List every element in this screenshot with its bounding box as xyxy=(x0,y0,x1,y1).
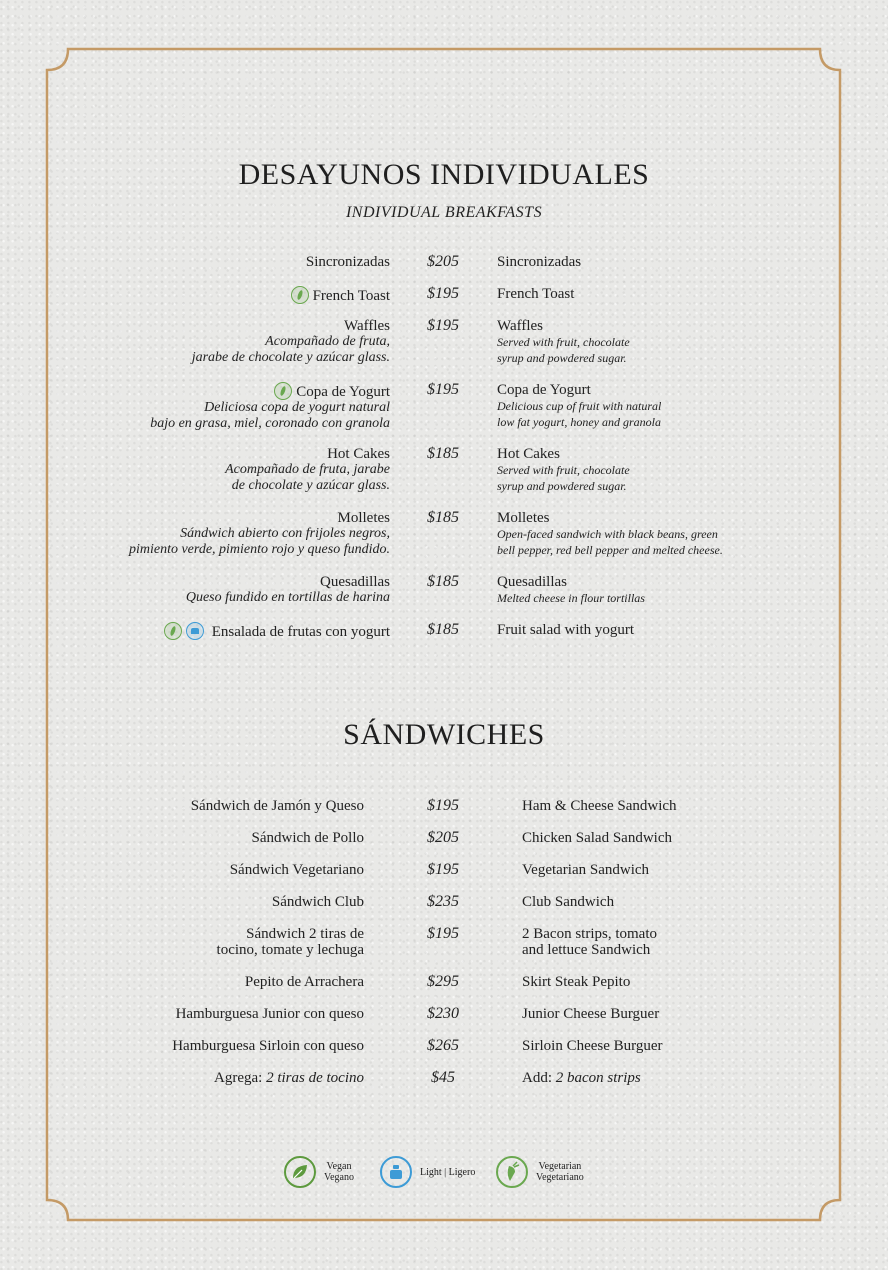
addon-price: $45 xyxy=(431,1069,455,1086)
menu-row xyxy=(0,318,888,378)
item-price: $195 xyxy=(427,285,459,302)
item-name-en: Vegetarian Sandwich xyxy=(522,862,650,878)
legend-vegan xyxy=(284,1154,354,1190)
item-name-es: Hot Cakes Acompañado de fruta, jarabe de chocolate y azúcar glass. xyxy=(225,446,390,493)
item-price: $265 xyxy=(427,1037,459,1054)
item-name-es: Sincronizadas xyxy=(305,254,390,270)
item-name-en: Skirt Steak Pepito xyxy=(522,974,631,990)
legend-vegetarian-en: Vegetarian xyxy=(538,1161,582,1172)
item-name-es: Copa de Yogurt Deliciosa copa de yogurt natural bajo en grasa, miel, coronado con granola xyxy=(150,384,390,431)
item-desc-en: Delicious cup of fruit with natural low fat yogurt, honey and granola xyxy=(497,399,662,429)
item-desc-en: Served with fruit, chocolate syrup and powdered sugar. xyxy=(497,335,630,365)
item-name-es: Hamburguesa Junior con queso xyxy=(175,1006,364,1022)
legend-vegetarian-es: Vegetariano xyxy=(536,1172,584,1183)
leaf-icon xyxy=(284,1156,316,1188)
item-desc-es: Acompañado de fruta, jarabe de chocolate y azúcar glass. xyxy=(225,462,390,493)
item-name-en: Copa de Yogurt Delicious cup of fruit with natural low fat yogurt, honey and granola xyxy=(497,382,662,429)
item-price: $185 xyxy=(427,509,459,526)
item-desc-en: Melted cheese in flour tortillas xyxy=(497,591,645,605)
item-name-es: French Toast xyxy=(291,286,390,304)
section-title-breakfast: DESAYUNOS INDIVIDUALES xyxy=(238,158,650,191)
section-subtitle-breakfast: INDIVIDUAL BREAKFASTS xyxy=(345,204,543,221)
scale-icon xyxy=(380,1156,412,1188)
light-icon xyxy=(186,622,204,640)
item-name-en: Junior Cheese Burguer xyxy=(522,1006,660,1022)
item-price: $195 xyxy=(427,925,459,942)
menu-row xyxy=(0,510,888,570)
item-price: $185 xyxy=(427,621,459,638)
item-name-es: Molletes Sándwich abierto con frijoles negros, pimiento verde, pimiento rojo y queso fundido. xyxy=(128,510,390,557)
item-name-en: 2 Bacon strips, tomato and lettuce Sandwich xyxy=(522,926,657,958)
item-price: $195 xyxy=(427,381,459,398)
item-desc-en: Open-faced sandwich with black beans, green bell pepper, red bell pepper and melted cheese. xyxy=(497,527,723,557)
item-price: $235 xyxy=(427,893,459,910)
menu-row xyxy=(0,622,888,682)
addon-es: Agrega: 2 tiras de tocino xyxy=(214,1070,364,1086)
item-price: $230 xyxy=(427,1005,459,1022)
legend-vegan-en: Vegan xyxy=(326,1161,352,1172)
item-name-en: Sirloin Cheese Burguer xyxy=(522,1038,663,1054)
item-desc-es: Deliciosa copa de yogurt natural bajo en grasa, miel, coronado con granola xyxy=(150,400,390,431)
item-price: $205 xyxy=(427,253,459,270)
item-price: $295 xyxy=(427,973,459,990)
vegetarian-icon xyxy=(274,382,292,400)
section-title-sandwiches: SÁNDWICHES xyxy=(343,718,545,751)
item-price: $185 xyxy=(427,445,459,462)
menu-row xyxy=(0,382,888,442)
item-name-es: Sándwich 2 tiras de tocino, tomate y lechuga xyxy=(216,926,364,958)
item-name-es: Sándwich de Jamón y Queso xyxy=(190,798,364,814)
item-name-es: Pepito de Arrachera xyxy=(244,974,364,990)
item-desc-es: Acompañado de fruta, jarabe de chocolate y azúcar glass. xyxy=(191,334,390,365)
item-price: $185 xyxy=(427,573,459,590)
vegetarian-icon xyxy=(291,286,309,304)
item-name-en: Ham & Cheese Sandwich xyxy=(522,798,677,814)
item-name-es: Ensalada de frutas con yogurt xyxy=(164,622,390,640)
item-name-en: Quesadillas Melted cheese in flour tortillas xyxy=(497,574,645,605)
item-name-en: Waffles Served with fruit, chocolate syrup and powdered sugar. xyxy=(497,318,630,365)
item-name-es: Sándwich de Pollo xyxy=(251,830,364,846)
legend-vegetarian xyxy=(496,1154,584,1190)
item-name-en: Fruit salad with yogurt xyxy=(497,622,635,638)
item-price: $205 xyxy=(427,829,459,846)
item-name-es: Hamburguesa Sirloin con queso xyxy=(172,1038,364,1054)
addon-en: Add: 2 bacon strips xyxy=(522,1070,641,1086)
item-name-es: Quesadillas Queso fundido en tortillas de harina xyxy=(185,574,390,605)
item-name-en: Sincronizadas xyxy=(497,254,582,270)
item-price: $195 xyxy=(427,861,459,878)
item-name-en: Chicken Salad Sandwich xyxy=(522,830,672,846)
legend-light xyxy=(380,1154,475,1190)
vegetarian-icon xyxy=(164,622,182,640)
item-price: $195 xyxy=(427,317,459,334)
item-name-en: Hot Cakes Served with fruit, chocolate syrup and powdered sugar. xyxy=(497,446,630,493)
addon-row xyxy=(0,1070,888,1130)
item-desc-es: Sándwich abierto con frijoles negros, pimiento verde, pimiento rojo y queso fundido. xyxy=(128,526,390,557)
legend-light-label: Light | Ligero xyxy=(420,1166,476,1178)
carrot-icon xyxy=(496,1156,528,1188)
item-name-es: Sándwich Club xyxy=(271,894,364,910)
item-desc-es: Queso fundido en tortillas de harina xyxy=(185,590,390,605)
item-name-en: Club Sandwich xyxy=(522,894,615,910)
item-name-es: Waffles Acompañado de fruta, jarabe de chocolate y azúcar glass. xyxy=(191,318,390,365)
item-price: $195 xyxy=(427,797,459,814)
menu-row xyxy=(0,446,888,506)
legend-vegan-es: Vegano xyxy=(324,1172,354,1183)
item-name-en: Molletes Open-faced sandwich with black beans, green bell pepper, red bell pepper and melted cheese. xyxy=(497,510,723,557)
item-name-en: French Toast xyxy=(497,286,575,302)
item-name-es: Sándwich Vegetariano xyxy=(229,862,364,878)
item-desc-en: Served with fruit, chocolate syrup and powdered sugar. xyxy=(497,463,630,493)
